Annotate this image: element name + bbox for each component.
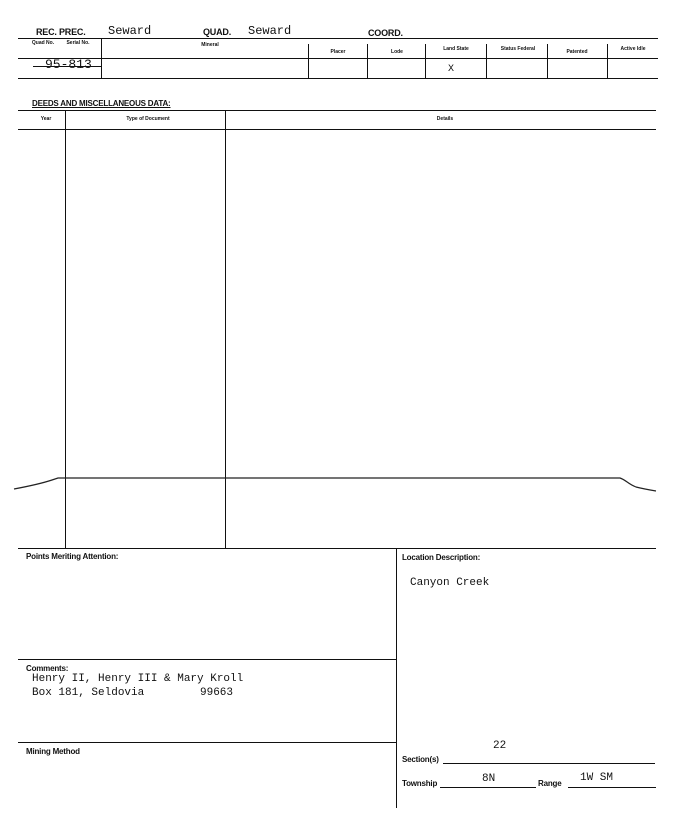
section-label: Section(s) — [402, 755, 439, 764]
range-label: Range — [538, 779, 562, 788]
township-underline — [440, 787, 536, 788]
col-serial-no: Serial No. — [66, 40, 90, 46]
col-status-federal: Status Federal — [500, 46, 536, 52]
points-label: Points Meriting Attention: — [26, 552, 119, 561]
col-placer: Placer — [330, 49, 346, 55]
col-lode: Lode — [391, 49, 403, 55]
deeds-col-type: Type of Document — [126, 116, 170, 122]
comments-line2-zip: 99663 — [200, 687, 234, 699]
comments-line1: Henry II, Henry III & Mary Kroll — [32, 673, 244, 685]
section-value: 22 — [493, 740, 507, 752]
rec-prec-label: REC. PREC. — [36, 27, 86, 37]
range-underline — [568, 787, 656, 788]
col-quad-no: Quad No. — [31, 40, 55, 46]
quad-label: QUAD. — [203, 27, 231, 37]
township-label: Township — [402, 779, 438, 788]
quad-serial-value: 95-813 — [45, 57, 92, 72]
col-active-idle: Active Idle — [620, 46, 646, 52]
col-patented: Patented — [566, 49, 588, 55]
comments-label: Comments: — [26, 664, 69, 673]
land-state-mark: X — [448, 64, 455, 75]
deeds-col-year: Year — [40, 116, 52, 122]
mining-method-label: Mining Method — [26, 747, 80, 756]
section-underline — [443, 763, 655, 764]
col-land-state: Land State — [443, 46, 469, 52]
range-value: 1W SM — [580, 772, 614, 784]
comments-bottom-rule — [18, 742, 396, 743]
bottom-top-rule — [18, 548, 656, 549]
coord-label: COORD. — [368, 28, 403, 38]
col-mineral: Mineral — [201, 42, 219, 48]
location-value: Canyon Creek — [410, 577, 490, 589]
township-value: 8N — [482, 773, 496, 785]
points-bottom-rule — [18, 659, 396, 660]
deeds-section-title: DEEDS AND MISCELLANEOUS DATA: — [32, 99, 171, 108]
location-label: Location Description: — [402, 553, 481, 562]
comments-line2-addr: Box 181, Seldovia — [32, 687, 145, 699]
deeds-col-details: Details — [436, 116, 454, 122]
rec-prec-value: Seward — [108, 24, 152, 38]
bottom-divider — [396, 548, 397, 808]
quad-value: Seward — [248, 24, 292, 38]
